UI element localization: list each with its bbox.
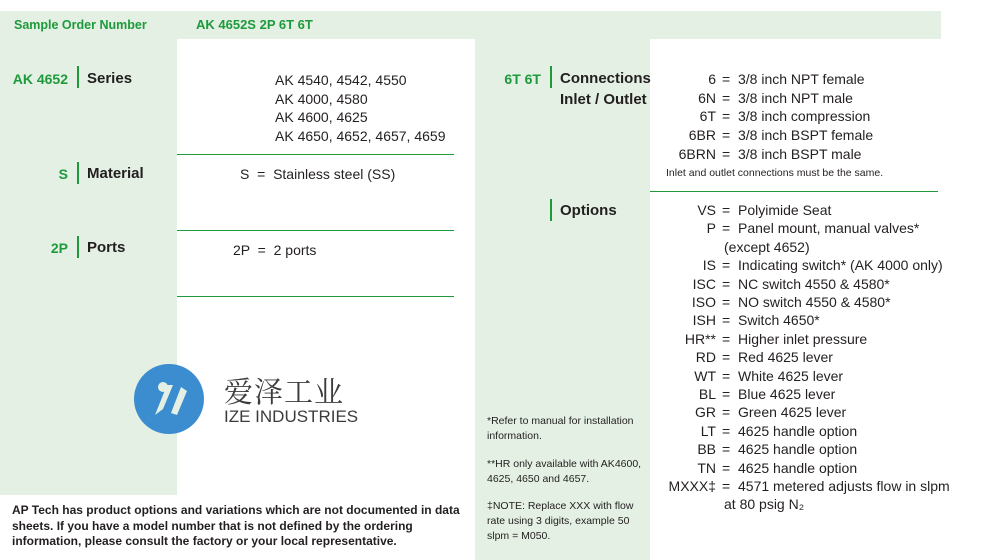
list-item: 6N = 3/8 inch NPT male xyxy=(698,89,853,106)
material-label: Material xyxy=(87,165,144,182)
connections-note: Inlet and outlet connections must be the same. xyxy=(666,167,884,179)
list-item: BB = 4625 handle option xyxy=(697,441,858,458)
list-item: BL = Blue 4625 lever xyxy=(698,386,836,402)
series-label: Series xyxy=(87,70,133,87)
connections-code: 6T 6T xyxy=(504,71,541,87)
sample-order-label: Sample Order Number xyxy=(14,18,147,32)
options-divider xyxy=(550,199,552,221)
series-rule xyxy=(177,154,454,155)
series-value: AK 4540, 4542, 4550 xyxy=(275,72,407,88)
bottom-note: AP Tech has product options and variations which are not documented in data sheets. If you have a model number that is not defined by the ordering information, please consult the factory or your local representative. xyxy=(12,503,460,548)
material-divider xyxy=(77,162,79,184)
options-list xyxy=(650,202,950,522)
list-item: TN = 4625 handle option xyxy=(697,459,858,476)
material-code: S xyxy=(58,166,68,182)
series-value: AK 4600, 4625 xyxy=(275,109,368,126)
list-item: 6BR = 3/8 inch BSPT female xyxy=(688,127,874,144)
company-logo xyxy=(133,363,205,435)
list-item-continuation: (except 4652) xyxy=(724,238,810,255)
list-item: P = Panel mount, manual valves* xyxy=(706,220,920,237)
list-item: IS = Indicating switch* (AK 4000 only) xyxy=(702,257,943,274)
list-item: LT = 4625 handle option xyxy=(700,422,858,439)
series-value: AK 4000, 4580 xyxy=(275,90,368,107)
list-item: ISO = NO switch 4550 & 4580* xyxy=(691,294,891,310)
connections-label: Connections xyxy=(560,70,651,87)
material-rule xyxy=(177,230,454,231)
footnote-refer: *Refer to manual for installation information. xyxy=(487,415,634,442)
ports-value: 2P = 2 ports xyxy=(233,242,317,258)
series-values xyxy=(275,71,445,146)
list-item: WT = White 4625 lever xyxy=(694,367,844,384)
list-item: ISH = Switch 4650* xyxy=(692,312,820,329)
list-item: 6BRN = 3/8 inch BSPT male xyxy=(678,145,862,162)
connections-sublabel: Inlet / Outlet xyxy=(560,91,647,108)
list-item: 6T = 3/8 inch compression xyxy=(699,108,871,125)
material-value: S = Stainless steel (SS) xyxy=(240,166,396,182)
watermark-en: IZE INDUSTRIES xyxy=(224,407,359,426)
list-item: MXXX‡ = 4571 metered adjusts flow in slpm xyxy=(668,478,950,494)
ports-label: Ports xyxy=(87,239,126,256)
options-label: Options xyxy=(560,202,617,219)
connections-list xyxy=(650,71,950,171)
series-code: AK 4652 xyxy=(12,71,68,87)
footnote-note: ‡NOTE: Replace XXX with flow rate using 3 digits, example 50 slpm = M050. xyxy=(487,500,634,542)
list-item: VS = Polyimide Seat xyxy=(697,202,832,218)
ports-code: 2P xyxy=(50,240,68,256)
sample-order-value: AK 4652S 2P 6T 6T xyxy=(196,17,313,32)
series-value: AK 4650, 4652, 4657, 4659 xyxy=(275,128,446,145)
list-item: 6 = 3/8 inch NPT female xyxy=(708,71,865,87)
ize-logo-icon xyxy=(133,363,205,435)
series-divider xyxy=(77,66,79,88)
ports-rule xyxy=(177,296,454,297)
ports-divider xyxy=(77,236,79,258)
list-item: ISC = NC switch 4550 & 4580* xyxy=(692,275,890,292)
connections-rule xyxy=(650,191,938,192)
list-item: HR** = Higher inlet pressure xyxy=(684,330,868,347)
list-item: GR = Green 4625 lever xyxy=(695,404,847,421)
watermark-cn: 爱泽工业 xyxy=(224,375,345,409)
connections-divider xyxy=(550,66,552,88)
list-item-continuation: at 80 psig N₂ xyxy=(724,496,805,513)
list-item: RD = Red 4625 lever xyxy=(695,349,833,366)
footnote-hr: **HR only available with AK4600, 4625, 4650 and 4657. xyxy=(487,458,642,485)
